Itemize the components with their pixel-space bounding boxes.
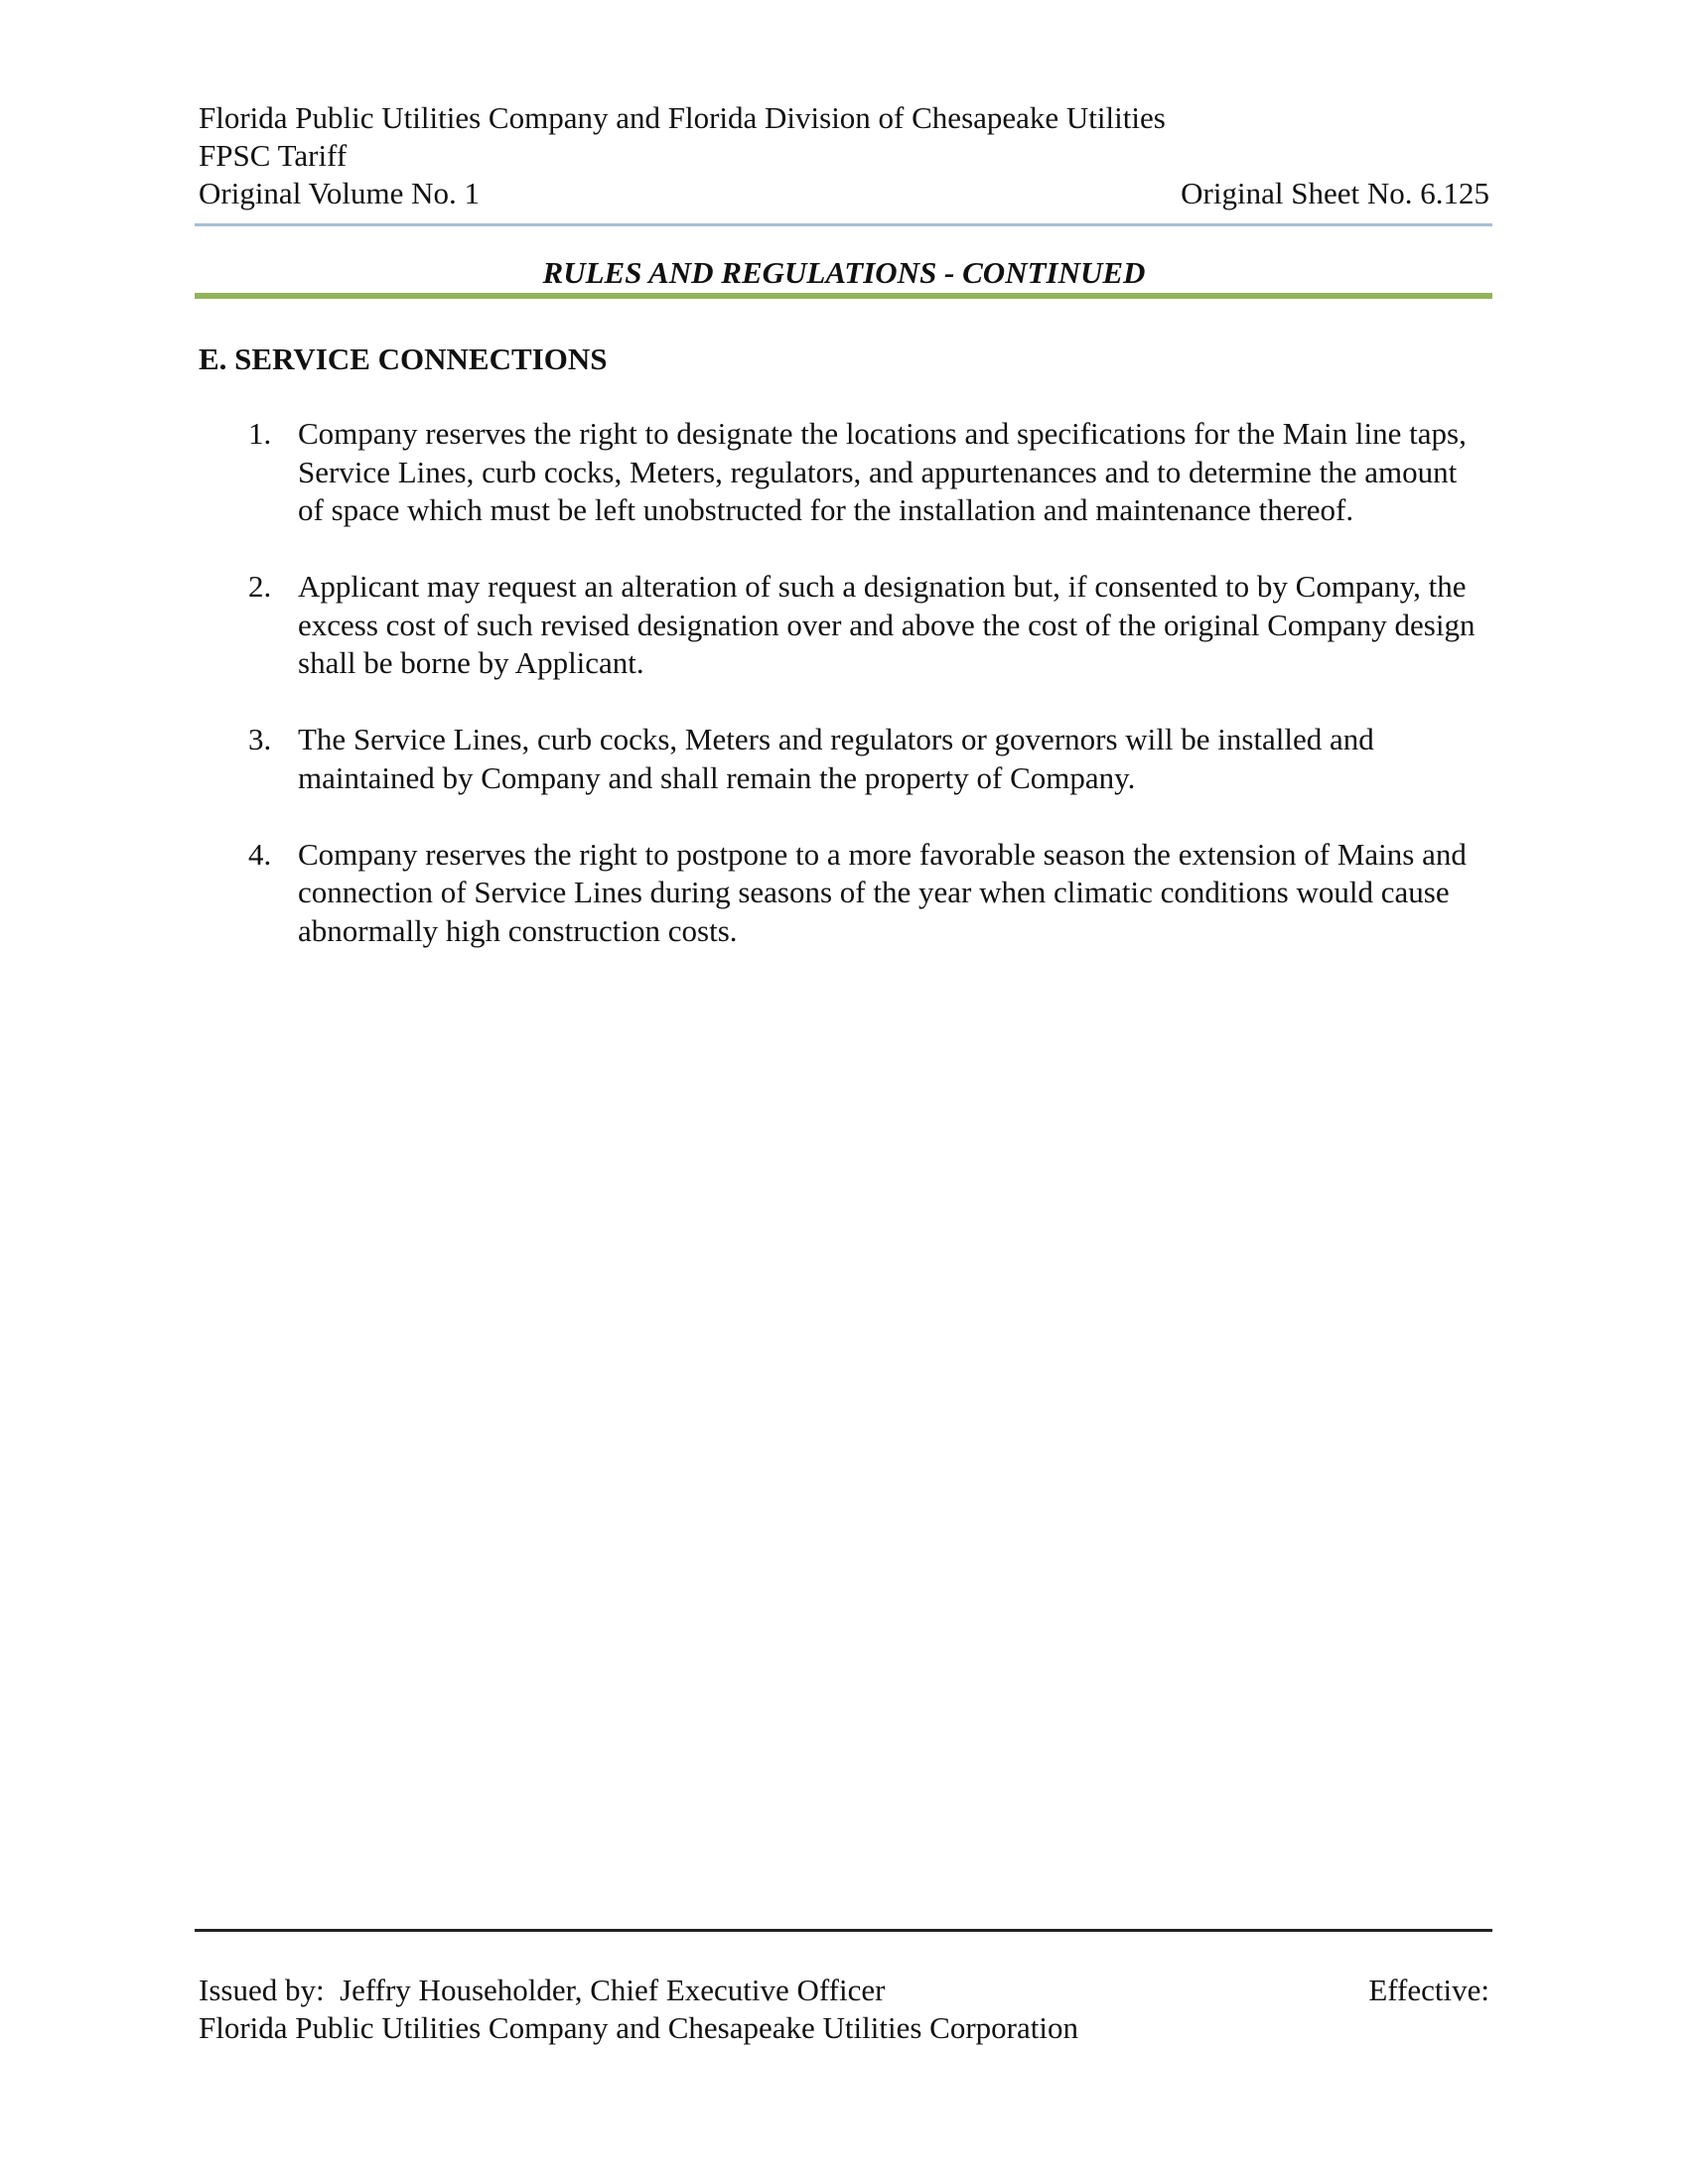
header-company-line: Florida Public Utilities Company and Florida Division of Chesapeake Utilities — [199, 100, 1166, 135]
item-number: 4. — [248, 836, 272, 872]
item-number: 3. — [248, 722, 272, 756]
item-text: Company reserves the right to postpone to a more favorable season the extension of Mains and connection of Service Lines during seasons of the year when climatic conditions would cause abnormally high construction costs. — [298, 836, 1467, 948]
footer-company: Florida Public Utilities Company and Chesapeake Utilities Corporation — [199, 2010, 1078, 2045]
item-number: 1. — [248, 416, 272, 451]
item-text: Company reserves the right to designate the locations and specifications for the Main line taps, Service Lines, curb cocks, Meters, regulators, and appurtenances and to determine the amount of space which must be left unobstructed for the installation and maintenance thereof. — [298, 416, 1467, 527]
list-item — [199, 721, 1489, 797]
list-item — [199, 836, 1489, 951]
list-item — [199, 415, 1489, 530]
section-heading: E. SERVICE CONNECTIONS — [199, 341, 608, 376]
header-volume: Original Volume No. 1 — [199, 176, 481, 210]
list-item — [199, 568, 1489, 683]
page-header — [199, 99, 1489, 212]
header-divider — [195, 223, 1492, 226]
service-connection-rules — [199, 415, 1489, 989]
footer-effective: Effective: — [1368, 1973, 1489, 2007]
header-sheet-number: Original Sheet No. 6.125 — [1181, 176, 1489, 210]
footer-issued-by: Issued by: Jeffry Householder, Chief Executive Officer — [199, 1973, 886, 2007]
page-footer — [199, 1972, 1489, 2047]
item-number: 2. — [248, 569, 272, 604]
title-divider — [195, 293, 1492, 299]
header-tariff-line: FPSC Tariff — [199, 138, 348, 173]
item-text: The Service Lines, curb cocks, Meters and regulators or governors will be installed and maintained by Company and shall remain the property of Company. — [298, 722, 1374, 795]
section-title: RULES AND REGULATIONS - CONTINUED — [542, 255, 1146, 290]
item-text: Applicant may request an alteration of such a designation but, if consented to by Company, the excess cost of such revised designation over and above the cost of the original Company design shall be borne by Applicant. — [298, 569, 1476, 680]
footer-divider — [195, 1929, 1492, 1932]
